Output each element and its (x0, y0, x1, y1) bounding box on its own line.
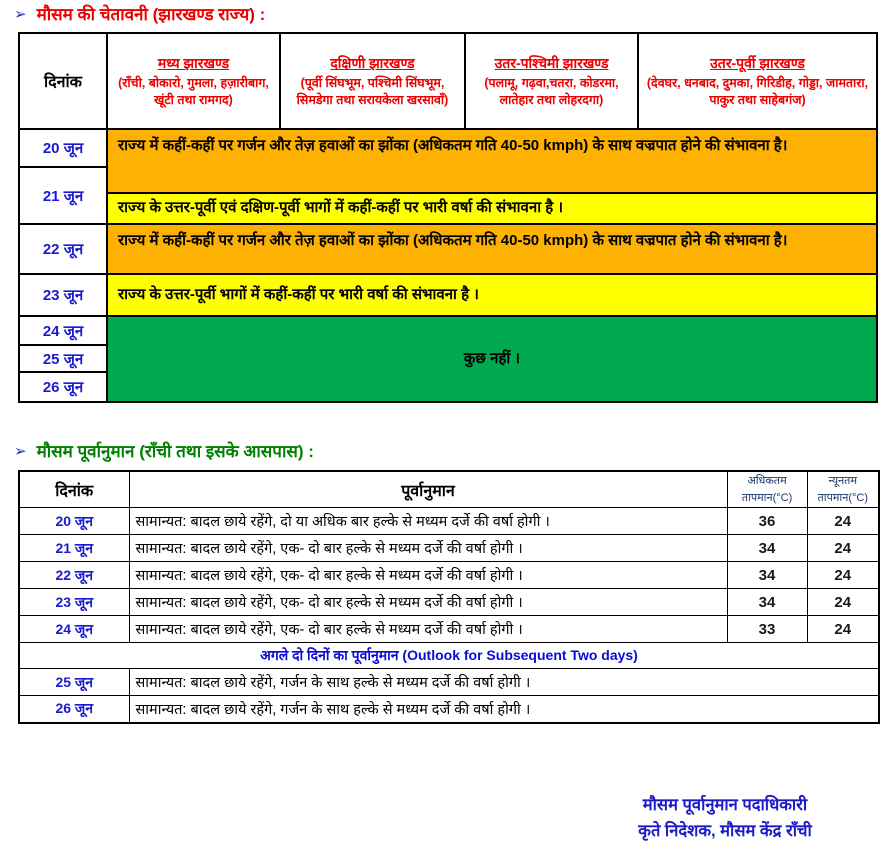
date-cell: 23 जून (20, 275, 106, 317)
region-name: दक्षिणी झारखण्ड (330, 55, 415, 72)
region-districts: (देवघर, धनबाद, दुमका, गिरिडीह, गोड्डा, जामतारा, पाकुर तथा साहेबगंज) (646, 76, 869, 107)
bullet-arrow-icon: ➢ (14, 5, 27, 23)
forecast-title-text: मौसम पूर्वानुमान (राँची तथा इसके आसपास) : (36, 442, 314, 461)
forecast-cell: सामान्यत: बादल छाये रहेंगे, एक- दो बार हल्के से मध्यम दर्जे की वर्षा होगी । (129, 535, 727, 562)
warning-band-green: कुछ नहीं । (108, 317, 876, 401)
max-temp-cell: 34 (727, 535, 807, 562)
warning-title-text: मौसम की चेतावनी (झारखण्ड राज्य) : (36, 5, 266, 24)
max-temp-cell: 33 (727, 616, 807, 643)
warning-table-header (20, 34, 876, 130)
forecast-table (18, 470, 880, 724)
column-header-forecast: पूर्वानुमान (129, 471, 727, 508)
date-cell: 22 जून (20, 225, 106, 275)
column-header-date: दिनांक (19, 471, 129, 508)
forecast-cell: सामान्यत: बादल छाये रहेंगे, गर्जन के साथ हल्के से मध्यम दर्जे की वर्षा होगी । (129, 696, 879, 723)
forecast-row (19, 616, 879, 643)
column-header-max-temp: अधिकतम तापमान(°C) (727, 471, 807, 508)
signature-office: कृते निदेशक, मौसम केंद्र राँची (638, 821, 812, 840)
date-cell: 21 जून (19, 535, 129, 562)
min-temp-cell: 24 (807, 589, 879, 616)
date-cell: 21 जून (20, 168, 106, 225)
forecast-cell: सामान्यत: बादल छाये रहेंगे, एक- दो बार हल्के से मध्यम दर्जे की वर्षा होगी । (129, 562, 727, 589)
region-districts: (पलामू, गढ़वा,चतरा, कोडरमा, लातेहार तथा लोहरदगा) (484, 76, 619, 107)
forecast-table-header (19, 471, 879, 508)
column-header-region-northwest (466, 34, 639, 128)
outlook-forecast-row (19, 669, 879, 696)
date-cell: 20 जून (19, 508, 129, 535)
forecast-cell: सामान्यत: बादल छाये रहेंगे, एक- दो बार हल्के से मध्यम दर्जे की वर्षा होगी । (129, 589, 727, 616)
forecast-cell: सामान्यत: बादल छाये रहेंगे, दो या अधिक बार हल्के से मध्यम दर्जे की वर्षा होगी । (129, 508, 727, 535)
column-header-region-southern (281, 34, 466, 128)
warning-table-body (20, 130, 876, 401)
date-cell: 24 जून (19, 616, 129, 643)
date-cell: 26 जून (42, 379, 84, 396)
outlook-banner-text: अगले दो दिनों का पूर्वानुमान (Outlook for Subsequent Two days) (19, 643, 879, 669)
region-name: उतर-पूर्वी झारखण्ड (710, 55, 805, 72)
warning-date-column (20, 130, 108, 401)
date-cell: 22 जून (19, 562, 129, 589)
date-cell: 24 जून (20, 317, 106, 346)
column-header-min-temp: न्यूनतम तापमान(°C) (807, 471, 879, 508)
forecast-row (19, 508, 879, 535)
min-temp-cell: 24 (807, 562, 879, 589)
region-name: उतर-पश्चिमी झारखण्ड (494, 55, 609, 72)
forecast-row (19, 589, 879, 616)
date-cell: 25 जून (19, 669, 129, 696)
max-temp-cell: 34 (727, 589, 807, 616)
date-cell: 25 जून (20, 346, 106, 373)
column-header-region-northeast (639, 34, 876, 128)
outlook-banner-row (19, 643, 879, 669)
region-name: मध्य झारखण्ड (157, 55, 230, 72)
min-temp-cell: 24 (807, 508, 879, 535)
forecast-cell: सामान्यत: बादल छाये रहेंगे, गर्जन के साथ हल्के से मध्यम दर्जे की वर्षा होगी । (129, 669, 879, 696)
signature-block (575, 793, 875, 844)
forecast-row (19, 535, 879, 562)
warning-band-yellow: राज्य के उत्तर-पूर्वी एवं दक्षिण-पूर्वी भागों में कहीं-कहीं पर भारी वर्षा की संभावना है । (108, 194, 876, 225)
forecast-cell: सामान्यत: बादल छाये रहेंगे, एक- दो बार हल्के से मध्यम दर्जे की वर्षा होगी । (129, 616, 727, 643)
warning-band-column (108, 130, 876, 401)
max-temp-cell: 34 (727, 562, 807, 589)
max-temp-cell: 36 (727, 508, 807, 535)
column-header-date: दिनांक (20, 34, 108, 128)
outlook-forecast-row (19, 696, 879, 723)
column-header-region-central (108, 34, 281, 128)
region-districts: (पूर्वी सिंघभूम, पश्चिमी सिंघभूम, सिमडेगा तथा सरायकेला खरसावाँ) (296, 76, 449, 107)
warning-table (18, 32, 878, 403)
min-temp-cell: 24 (807, 535, 879, 562)
warning-band-orange: राज्य में कहीं-कहीं पर गर्जन और तेज़ हवाओं का झोंका (अधिकतम गति 40-50 kmph) के साथ वज्रपात होने की संभावना है। (108, 130, 876, 194)
warning-band-yellow: राज्य के उत्तर-पूर्वी भागों में कहीं-कहीं पर भारी वर्षा की संभावना है । (108, 275, 876, 317)
warning-section-title (14, 2, 265, 25)
date-cell: 26 जून (19, 696, 129, 723)
bullet-arrow-icon: ➢ (14, 442, 27, 460)
forecast-section-title (14, 439, 314, 462)
date-cell: 23 जून (19, 589, 129, 616)
warning-band-orange: राज्य में कहीं-कहीं पर गर्जन और तेज़ हवाओं का झोंका (अधिकतम गति 40-50 kmph) के साथ वज्रपात होने की संभावना है। (108, 225, 876, 275)
region-districts: (राँची, बोकारो, गुमला, हज़ारीबाग, खूंटी तथा रामगद) (118, 76, 269, 107)
date-cell: 20 जून (20, 130, 106, 168)
signature-designation: मौसम पूर्वानुमान पदाधिकारी (642, 796, 808, 814)
forecast-row (19, 562, 879, 589)
min-temp-cell: 24 (807, 616, 879, 643)
